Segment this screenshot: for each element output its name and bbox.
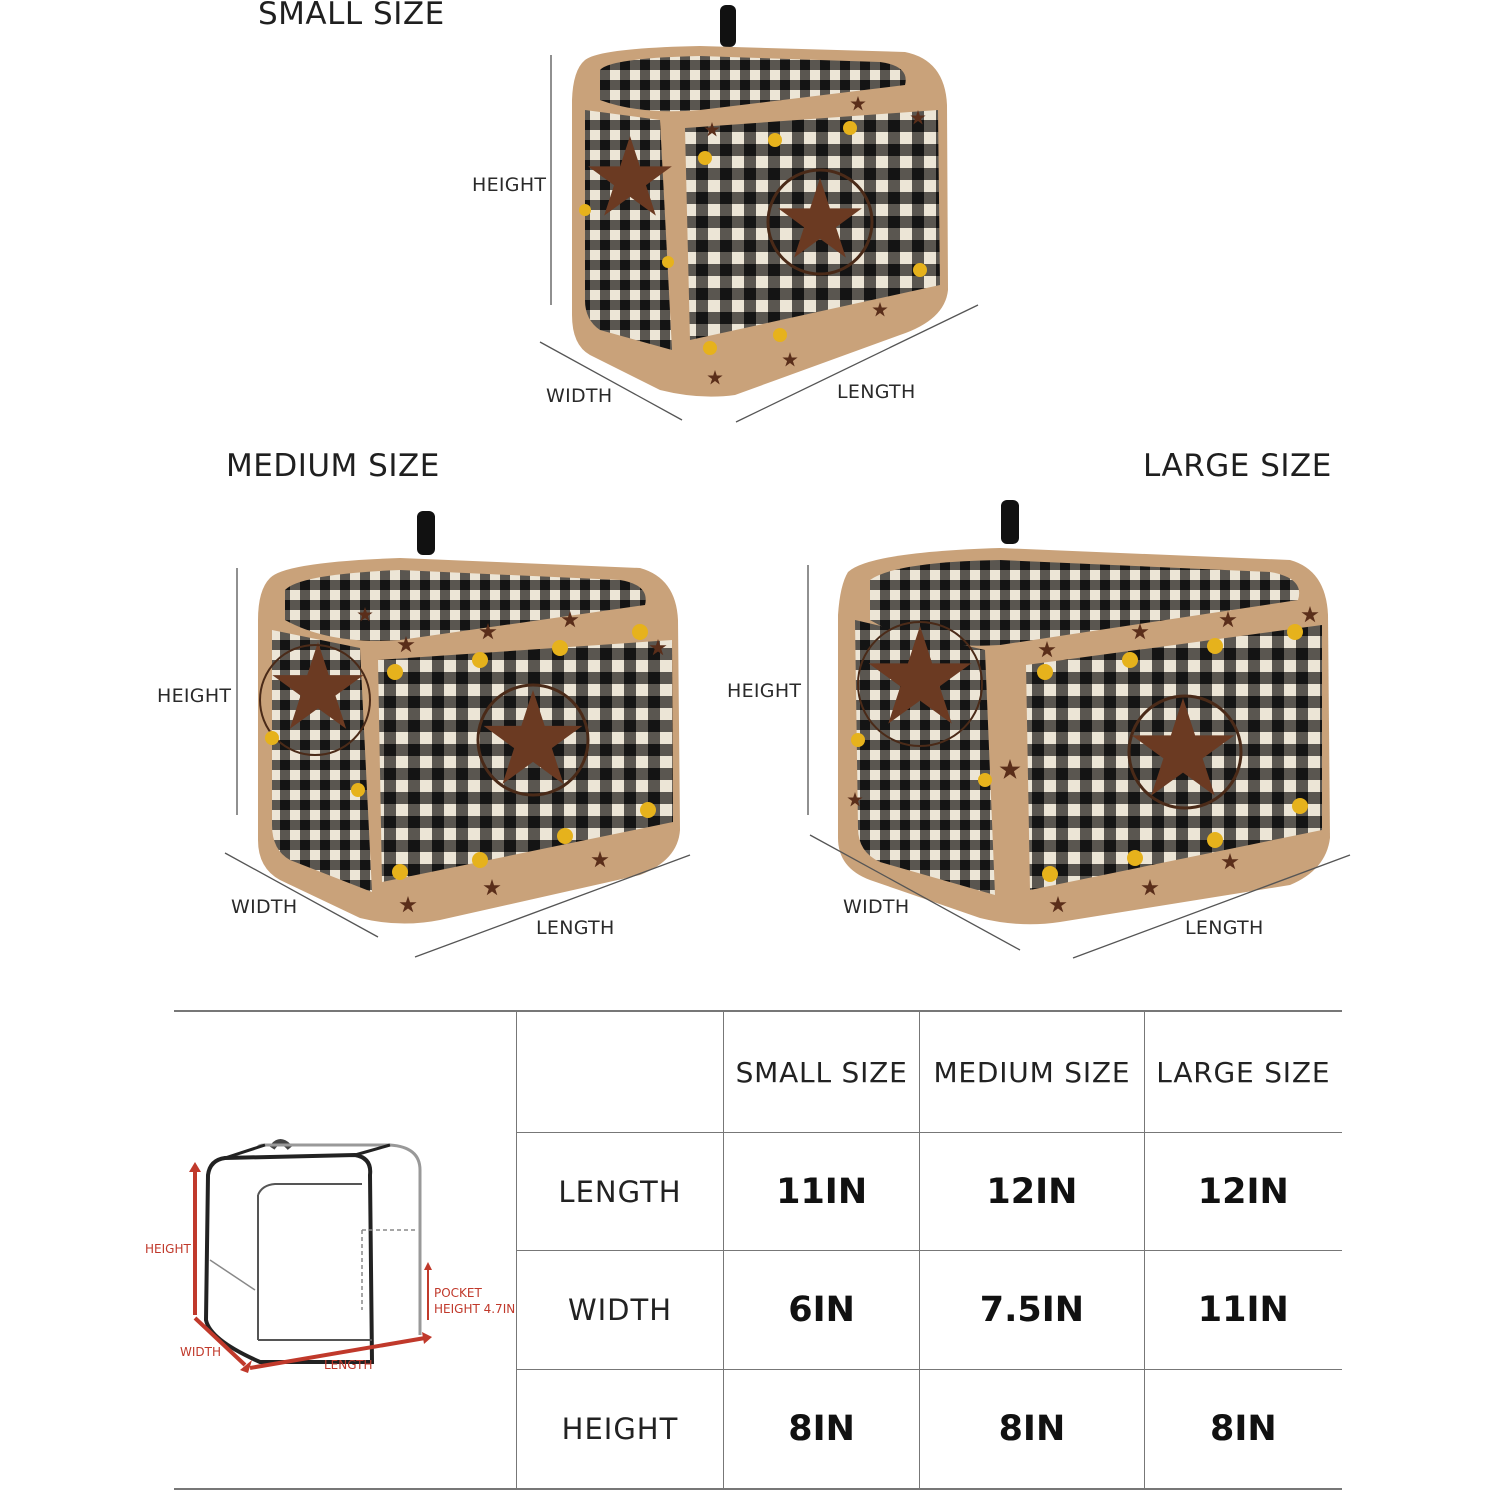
medium-length-label: LENGTH xyxy=(536,917,615,939)
height-large-value: 8IN xyxy=(1144,1369,1342,1489)
col-head-medium: MEDIUM SIZE xyxy=(920,1011,1144,1133)
large-width-label: WIDTH xyxy=(843,896,910,918)
small-size-title: SMALL SIZE xyxy=(258,0,445,32)
diagram-pocket-label-2: HEIGHT 4.7IN xyxy=(434,1302,516,1316)
medium-cover-image xyxy=(225,511,690,957)
large-length-label: LENGTH xyxy=(1185,917,1264,939)
medium-height-label: HEIGHT xyxy=(157,685,232,707)
small-cover-image xyxy=(540,5,978,422)
medium-width-label: WIDTH xyxy=(231,896,298,918)
diagram-width-label: WIDTH xyxy=(180,1345,221,1359)
height-small-value: 8IN xyxy=(724,1369,920,1489)
diagram-frame xyxy=(174,1010,516,1490)
medium-size-title: MEDIUM SIZE xyxy=(226,448,440,484)
small-length-label: LENGTH xyxy=(837,381,916,403)
size-spec-table xyxy=(516,1010,1342,1490)
table-row xyxy=(517,1251,1343,1369)
table-row xyxy=(517,1133,1343,1251)
height-medium-value: 8IN xyxy=(920,1369,1144,1489)
table-corner-cell xyxy=(517,1011,724,1133)
diagram-length-label: LENGTH xyxy=(324,1358,373,1372)
row-head-height: HEIGHT xyxy=(517,1369,724,1489)
col-head-small: SMALL SIZE xyxy=(724,1011,920,1133)
large-height-label: HEIGHT xyxy=(727,680,802,702)
diagram-height-label: HEIGHT xyxy=(145,1242,191,1256)
small-height-label: HEIGHT xyxy=(472,174,547,196)
length-medium-value: 12IN xyxy=(920,1133,1144,1251)
large-size-title: LARGE SIZE xyxy=(1143,448,1332,484)
table-header-row xyxy=(517,1011,1343,1133)
table-row xyxy=(517,1369,1343,1489)
row-head-width: WIDTH xyxy=(517,1251,724,1369)
row-head-length: LENGTH xyxy=(517,1133,724,1251)
length-large-value: 12IN xyxy=(1144,1133,1342,1251)
width-medium-value: 7.5IN xyxy=(920,1251,1144,1369)
small-width-label: WIDTH xyxy=(546,385,613,407)
diagram-pocket-label-1: POCKET xyxy=(434,1286,482,1300)
large-cover-image xyxy=(808,500,1350,958)
length-small-value: 11IN xyxy=(724,1133,920,1251)
width-small-value: 6IN xyxy=(724,1251,920,1369)
col-head-large: LARGE SIZE xyxy=(1144,1011,1342,1133)
width-large-value: 11IN xyxy=(1144,1251,1342,1369)
